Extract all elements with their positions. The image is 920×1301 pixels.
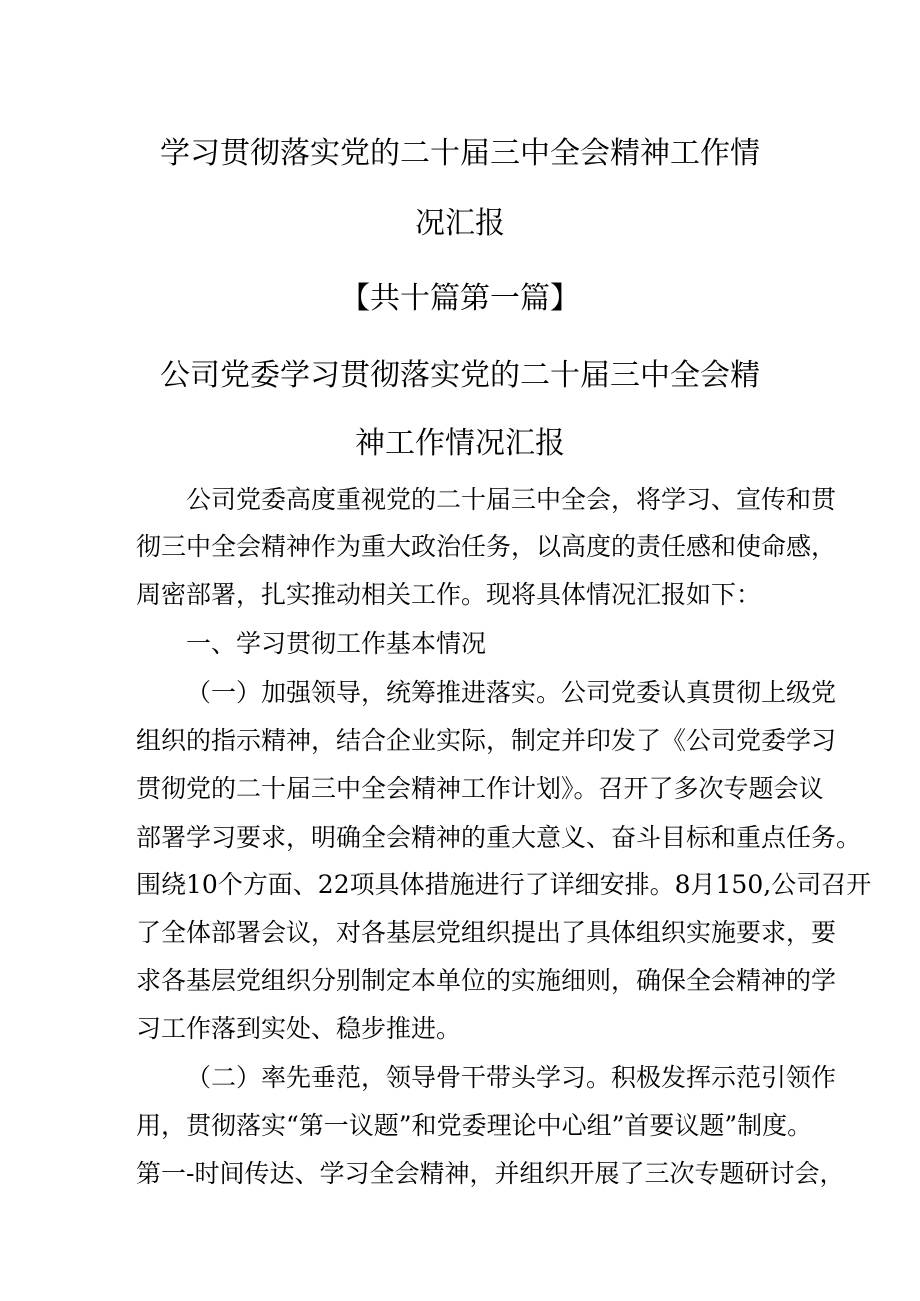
section-heading: 一、学习贯彻工作基本情况 bbox=[186, 629, 487, 658]
paragraph-line: 了全体部署会议，对各基层党组织提出了具体组织实施要求，要 bbox=[136, 918, 837, 947]
document-title-line-2: 况汇报 bbox=[415, 206, 505, 241]
paragraph-line: 公司党委高度重视党的二十届三中全会，将学习、宣传和贯 bbox=[186, 485, 837, 514]
section-title-line-2: 神工作情况汇报 bbox=[355, 426, 565, 461]
paragraph-line: 用，贯彻落实“第一议题”和党委理论中心组”首要议题”制度。 bbox=[136, 1111, 813, 1140]
document-subtitle: 【共十篇第一篇】 bbox=[340, 281, 580, 316]
section-title-line-1: 公司党委学习贯彻落实党的二十届三中全会精 bbox=[160, 358, 760, 393]
paragraph-line: 周密部署，扎实推动相关工作。现将具体情况汇报如下： bbox=[136, 580, 762, 609]
paragraph-line: 彻三中全会精神作为重大政治任务，以高度的责任感和使命感， bbox=[136, 532, 837, 561]
paragraph-line: 习工作落到实处、稳步推进。 bbox=[136, 1014, 462, 1043]
paragraph-line: 求各基层党组织分别制定本单位的实施细则，确保全会精神的学 bbox=[136, 966, 837, 995]
document-title-line-1: 学习贯彻落实党的二十届三中全会精神工作情 bbox=[160, 136, 760, 171]
paragraph-line: 第一-时间传达、学习全会精神，并组织开展了三次专题研讨会， bbox=[136, 1159, 845, 1188]
paragraph-line: 贯彻党的二十届三中全会精神工作计划》。召开了多次专题会议 bbox=[136, 774, 824, 803]
paragraph-line: 部署学习要求，明确全会精神的重大意义、奋斗目标和重点任务。 bbox=[136, 823, 862, 852]
paragraph-line: 组织的指示精神，结合企业实际，制定并印发了《公司党委学习 bbox=[136, 726, 837, 755]
paragraph-line: 围绕10个方面、22项具体措施进行了详细安排。8月150,公司召开 bbox=[136, 870, 872, 899]
paragraph-line: （一）加强领导，统筹推进落实。公司党委认真贯彻上级党 bbox=[186, 678, 837, 707]
paragraph-line: （二）率先垂范，领导骨干带头学习。积极发挥示范引领作 bbox=[186, 1063, 837, 1092]
